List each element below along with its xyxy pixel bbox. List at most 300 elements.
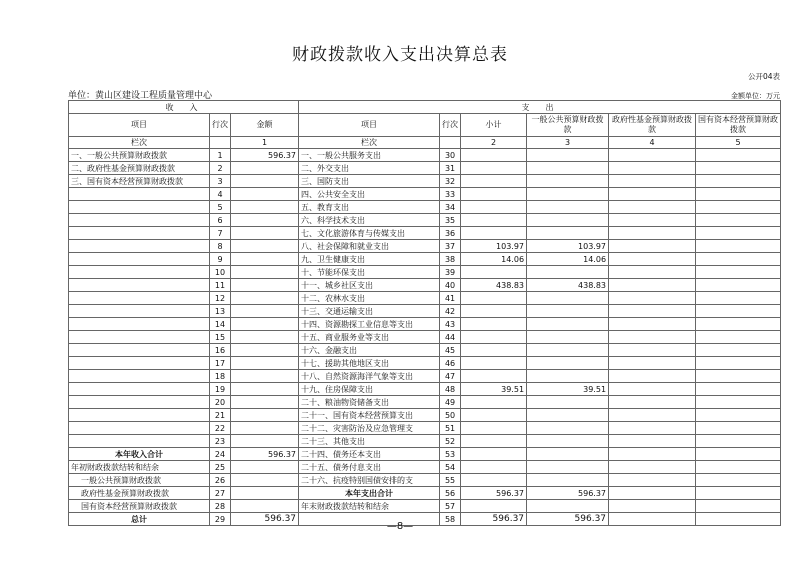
income-amount: [231, 344, 299, 357]
expense-item: 十七、援助其他地区支出: [299, 357, 440, 370]
expense-general-budget: [527, 318, 609, 331]
expense-gov-fund: [609, 409, 696, 422]
income-row-no: 22: [210, 422, 231, 435]
expense-state-capital: [696, 344, 781, 357]
expense-state-capital: [696, 305, 781, 318]
expense-state-capital: [696, 292, 781, 305]
expense-gov-fund: [609, 305, 696, 318]
expense-state-capital: [696, 500, 781, 513]
income-amount: [231, 279, 299, 292]
expense-subtotal: 438.83: [461, 279, 527, 292]
expense-state-capital: [696, 409, 781, 422]
expense-subtotal: [461, 331, 527, 344]
income-item: 总计: [69, 513, 210, 526]
expense-state-capital: [696, 487, 781, 500]
expense-row-no: 31: [440, 162, 461, 175]
expense-row-no: 45: [440, 344, 461, 357]
expense-gov-fund: [609, 435, 696, 448]
expense-row-no: 39: [440, 266, 461, 279]
income-row-no: 12: [210, 292, 231, 305]
expense-subtotal: [461, 474, 527, 487]
expense-general-budget: 438.83: [527, 279, 609, 292]
expense-gov-fund: [609, 266, 696, 279]
expense-item-header: 项目: [299, 114, 440, 137]
expense-subtotal: [461, 292, 527, 305]
expense-row-no: 54: [440, 461, 461, 474]
expense-row-no: 51: [440, 422, 461, 435]
table-row: [69, 396, 781, 409]
income-amount: 596.37: [231, 149, 299, 162]
income-amount: [231, 214, 299, 227]
expense-item: 二十三、其他支出: [299, 435, 440, 448]
table-row: [69, 279, 781, 292]
income-row-no: 17: [210, 357, 231, 370]
expense-row-no: 42: [440, 305, 461, 318]
income-item: [69, 344, 210, 357]
table-row: [69, 331, 781, 344]
fiscal-summary-table: [68, 100, 781, 526]
expense-item: 三、国防支出: [299, 175, 440, 188]
expense-gov-fund: [609, 474, 696, 487]
expense-state-capital: [696, 318, 781, 331]
expense-subtotal: [461, 214, 527, 227]
expense-gov-fund: [609, 149, 696, 162]
income-amount: [231, 240, 299, 253]
income-amount: [231, 357, 299, 370]
income-row-no: 28: [210, 500, 231, 513]
expense-row-no: 35: [440, 214, 461, 227]
income-amount: [231, 318, 299, 331]
table-row: [69, 500, 781, 513]
income-amount: [231, 266, 299, 279]
income-item: 本年收入合计: [69, 448, 210, 461]
income-row-no: 9: [210, 253, 231, 266]
income-item: [69, 292, 210, 305]
table-row: [69, 266, 781, 279]
expense-state-capital: [696, 357, 781, 370]
income-section-header: 收 入: [69, 101, 299, 114]
expense-subtotal: 14.06: [461, 253, 527, 266]
expense-item: 二十二、灾害防治及应急管理支: [299, 422, 440, 435]
expense-subtotal: [461, 500, 527, 513]
table-row: [69, 383, 781, 396]
subtotal-header: 小计: [461, 114, 527, 137]
expense-gov-fund: [609, 448, 696, 461]
income-item: 年初财政拨款结转和结余: [69, 461, 210, 474]
table-row: [69, 149, 781, 162]
table-row: [69, 318, 781, 331]
income-row-no: 25: [210, 461, 231, 474]
expense-gov-fund: [609, 396, 696, 409]
expense-row-no: 55: [440, 474, 461, 487]
income-item: [69, 409, 210, 422]
expense-general-budget: [527, 344, 609, 357]
expense-item: 十一、城乡社区支出: [299, 279, 440, 292]
income-amount: [231, 500, 299, 513]
expense-item: 二十四、债务还本支出: [299, 448, 440, 461]
expense-state-capital: [696, 266, 781, 279]
expense-item: 十五、商业服务业等支出: [299, 331, 440, 344]
table-row: [69, 487, 781, 500]
expense-row-no: 49: [440, 396, 461, 409]
table-row: [69, 214, 781, 227]
expense-gov-fund: [609, 188, 696, 201]
expense-subtotal: [461, 396, 527, 409]
expense-row-no: 56: [440, 487, 461, 500]
income-row-no: 8: [210, 240, 231, 253]
expense-state-capital: [696, 279, 781, 292]
expense-row-no: 32: [440, 175, 461, 188]
expense-row-no: 34: [440, 201, 461, 214]
income-row-no: 24: [210, 448, 231, 461]
expense-gov-fund: [609, 383, 696, 396]
col-label-2: 栏次: [299, 137, 440, 149]
income-item: 政府性基金预算财政拨款: [69, 487, 210, 500]
expense-item: 八、社会保障和就业支出: [299, 240, 440, 253]
income-amount: [231, 474, 299, 487]
expense-general-budget: [527, 175, 609, 188]
expense-subtotal: [461, 318, 527, 331]
expense-item: 十二、农林水支出: [299, 292, 440, 305]
expense-general-budget: [527, 357, 609, 370]
table-row: [69, 474, 781, 487]
expense-state-capital: [696, 188, 781, 201]
expense-state-capital: [696, 370, 781, 383]
expense-general-budget: [527, 214, 609, 227]
expense-item: 二、外交支出: [299, 162, 440, 175]
income-item: 三、国有资本经营预算财政拨款: [69, 175, 210, 188]
expense-gov-fund: [609, 500, 696, 513]
expense-gov-fund: [609, 214, 696, 227]
income-item: [69, 318, 210, 331]
expense-row-no: 43: [440, 318, 461, 331]
income-row-no: 11: [210, 279, 231, 292]
expense-general-budget: [527, 201, 609, 214]
expense-gov-fund: [609, 344, 696, 357]
table-row: [69, 409, 781, 422]
general-budget-header: 一般公共预算财政拨款: [527, 114, 609, 137]
income-amount: 596.37: [231, 448, 299, 461]
expense-gov-fund: [609, 318, 696, 331]
expense-gov-fund: [609, 279, 696, 292]
expense-gov-fund: [609, 357, 696, 370]
expense-row-no: 57: [440, 500, 461, 513]
expense-item: 二十五、债务付息支出: [299, 461, 440, 474]
expense-gov-fund: [609, 292, 696, 305]
expense-general-budget: [527, 500, 609, 513]
income-item: [69, 188, 210, 201]
expense-state-capital: [696, 396, 781, 409]
expense-subtotal: [461, 201, 527, 214]
expense-item: 一、一般公共服务支出: [299, 149, 440, 162]
page-number: —8—: [386, 521, 414, 532]
expense-general-budget: 14.06: [527, 253, 609, 266]
expense-gov-fund: [609, 422, 696, 435]
expense-row-no: 50: [440, 409, 461, 422]
col-number-2: 2: [461, 137, 527, 149]
expense-row-no: 47: [440, 370, 461, 383]
income-row-no: 4: [210, 188, 231, 201]
income-amount: [231, 227, 299, 240]
expense-general-budget: [527, 266, 609, 279]
expense-general-budget: [527, 448, 609, 461]
expense-item: 本年支出合计: [299, 487, 440, 500]
income-amount: [231, 396, 299, 409]
income-item: 一般公共预算财政拨款: [69, 474, 210, 487]
expense-item: 二十一、国有资本经营预算支出: [299, 409, 440, 422]
expense-section-header: 支 出: [299, 101, 781, 114]
expense-state-capital: [696, 383, 781, 396]
expense-subtotal: [461, 162, 527, 175]
expense-subtotal: [461, 409, 527, 422]
expense-general-budget: [527, 149, 609, 162]
expense-subtotal: [461, 461, 527, 474]
col-number-3: 3: [527, 137, 609, 149]
expense-general-budget: [527, 305, 609, 318]
income-item: 二、政府性基金预算财政拨款: [69, 162, 210, 175]
expense-gov-fund: [609, 461, 696, 474]
expense-subtotal: [461, 175, 527, 188]
expense-item: 年末财政拨款结转和结余: [299, 500, 440, 513]
income-amount: [231, 331, 299, 344]
expense-state-capital: [696, 240, 781, 253]
expense-row-no: 30: [440, 149, 461, 162]
expense-item: 十四、资源勘探工业信息等支出: [299, 318, 440, 331]
expense-row-no: 52: [440, 435, 461, 448]
income-amount: [231, 487, 299, 500]
table-row: [69, 240, 781, 253]
expense-general-budget: 103.97: [527, 240, 609, 253]
table-row: [69, 227, 781, 240]
income-item-header: 项目: [69, 114, 210, 137]
income-row-no: 15: [210, 331, 231, 344]
income-amount: [231, 422, 299, 435]
income-row-no: 26: [210, 474, 231, 487]
expense-general-budget: [527, 227, 609, 240]
income-amount: [231, 201, 299, 214]
expense-item: 十六、金融支出: [299, 344, 440, 357]
income-amount: [231, 409, 299, 422]
income-row-no: 20: [210, 396, 231, 409]
expense-state-capital: [696, 461, 781, 474]
income-row-no: 21: [210, 409, 231, 422]
expense-gov-fund: [609, 227, 696, 240]
expense-general-budget: [527, 474, 609, 487]
col-number-4: 4: [609, 137, 696, 149]
expense-row-no: 46: [440, 357, 461, 370]
table-code: 公开04表: [747, 72, 780, 81]
income-row-no: 6: [210, 214, 231, 227]
income-item: [69, 305, 210, 318]
income-amount: [231, 370, 299, 383]
gov-fund-header: 政府性基金预算财政拨款: [609, 114, 696, 137]
expense-subtotal: 596.37: [461, 487, 527, 500]
income-item: 一、一般公共预算财政拨款: [69, 149, 210, 162]
income-amount: [231, 305, 299, 318]
expense-state-capital: [696, 214, 781, 227]
expense-general-budget: 39.51: [527, 383, 609, 396]
income-item: [69, 331, 210, 344]
expense-gov-fund: [609, 331, 696, 344]
income-amount: [231, 292, 299, 305]
expense-general-budget: [527, 188, 609, 201]
income-row-no: 14: [210, 318, 231, 331]
expense-gov-fund: [609, 162, 696, 175]
expense-row-no: 40: [440, 279, 461, 292]
income-item: [69, 396, 210, 409]
expense-gov-fund: [609, 253, 696, 266]
expense-general-budget: [527, 292, 609, 305]
expense-row-no-header: 行次: [440, 114, 461, 137]
expense-general-budget: 596.37: [527, 513, 609, 526]
expense-subtotal: [461, 422, 527, 435]
income-item: 国有资本经营预算财政拨款: [69, 500, 210, 513]
income-amount: [231, 162, 299, 175]
expense-row-no: 33: [440, 188, 461, 201]
income-item: [69, 383, 210, 396]
expense-general-budget: 596.37: [527, 487, 609, 500]
income-row-no: 3: [210, 175, 231, 188]
expense-item: 五、教育支出: [299, 201, 440, 214]
expense-row-no: 38: [440, 253, 461, 266]
income-row-no: 10: [210, 266, 231, 279]
col-label: 栏次: [69, 137, 210, 149]
table-row: [69, 422, 781, 435]
expense-item: 九、卫生健康支出: [299, 253, 440, 266]
table-row: [69, 305, 781, 318]
income-row-no: 16: [210, 344, 231, 357]
income-row-no: 18: [210, 370, 231, 383]
page-title: 财政拨款收入支出决算总表: [292, 45, 508, 65]
expense-subtotal: [461, 305, 527, 318]
expense-item: 十八、自然资源海洋气象等支出: [299, 370, 440, 383]
reporting-unit: 单位：黄山区建设工程质量管理中心: [68, 91, 213, 101]
income-row-no: 2: [210, 162, 231, 175]
expense-row-no: 53: [440, 448, 461, 461]
income-item: [69, 357, 210, 370]
income-item: [69, 370, 210, 383]
table-row: [69, 253, 781, 266]
income-row-no: 7: [210, 227, 231, 240]
column-number-row: [69, 137, 781, 149]
expense-general-budget: [527, 435, 609, 448]
expense-general-budget: [527, 461, 609, 474]
expense-item: 四、公共安全支出: [299, 188, 440, 201]
income-row-no: 19: [210, 383, 231, 396]
expense-row-no: 48: [440, 383, 461, 396]
income-row-no-header: 行次: [210, 114, 231, 137]
table-row: [69, 162, 781, 175]
income-amount: 596.37: [231, 513, 299, 526]
table-row: [69, 201, 781, 214]
table-row: [69, 461, 781, 474]
expense-row-no: 37: [440, 240, 461, 253]
table-row: [69, 344, 781, 357]
table-row: [69, 370, 781, 383]
expense-subtotal: [461, 188, 527, 201]
income-item: [69, 214, 210, 227]
income-row-no: 13: [210, 305, 231, 318]
expense-gov-fund: [609, 240, 696, 253]
table-row: [69, 435, 781, 448]
expense-state-capital: [696, 422, 781, 435]
expense-subtotal: [461, 370, 527, 383]
expense-row-no: 41: [440, 292, 461, 305]
expense-state-capital: [696, 175, 781, 188]
income-item: [69, 240, 210, 253]
income-amount: [231, 175, 299, 188]
income-item: [69, 279, 210, 292]
expense-item: 二十、粮油物资储备支出: [299, 396, 440, 409]
expense-state-capital: [696, 435, 781, 448]
expense-general-budget: [527, 396, 609, 409]
expense-item: 二十六、抗疫特别国债安排的支: [299, 474, 440, 487]
expense-subtotal: 39.51: [461, 383, 527, 396]
expense-item: 七、文化旅游体育与传媒支出: [299, 227, 440, 240]
expense-subtotal: [461, 344, 527, 357]
income-item: [69, 227, 210, 240]
income-item: [69, 422, 210, 435]
income-item: [69, 253, 210, 266]
section-header-row: [69, 101, 781, 114]
col-number-1: 1: [231, 137, 299, 149]
expense-gov-fund: [609, 487, 696, 500]
expense-state-capital: [696, 253, 781, 266]
expense-general-budget: [527, 422, 609, 435]
table-row: [69, 292, 781, 305]
table-row: [69, 175, 781, 188]
income-item: [69, 435, 210, 448]
expense-row-no: 44: [440, 331, 461, 344]
expense-subtotal: [461, 448, 527, 461]
income-amount: [231, 383, 299, 396]
income-row-no: 23: [210, 435, 231, 448]
expense-subtotal: 103.97: [461, 240, 527, 253]
income-row-no: 1: [210, 149, 231, 162]
expense-subtotal: [461, 435, 527, 448]
expense-row-no: 36: [440, 227, 461, 240]
expense-state-capital: [696, 474, 781, 487]
state-capital-header: 国有资本经营预算财政拨款: [696, 114, 781, 137]
income-row-no: 27: [210, 487, 231, 500]
table-row: [69, 357, 781, 370]
income-item: [69, 266, 210, 279]
col-number-5: 5: [696, 137, 781, 149]
table-row: [69, 188, 781, 201]
expense-item: 十九、住房保障支出: [299, 383, 440, 396]
expense-row-no: 58: [440, 513, 461, 526]
expense-state-capital: [696, 149, 781, 162]
expense-general-budget: [527, 409, 609, 422]
expense-subtotal: 596.37: [461, 513, 527, 526]
income-amount-header: 金额: [231, 114, 299, 137]
expense-item: 六、科学技术支出: [299, 214, 440, 227]
income-amount: [231, 188, 299, 201]
amount-unit: 金额单位：万元: [731, 92, 780, 100]
income-amount: [231, 461, 299, 474]
expense-subtotal: [461, 357, 527, 370]
table-row: [69, 448, 781, 461]
expense-state-capital: [696, 227, 781, 240]
expense-gov-fund: [609, 370, 696, 383]
expense-item: 十、节能环保支出: [299, 266, 440, 279]
expense-subtotal: [461, 227, 527, 240]
income-item: [69, 201, 210, 214]
expense-subtotal: [461, 149, 527, 162]
expense-general-budget: [527, 370, 609, 383]
income-amount: [231, 435, 299, 448]
expense-item: 十三、交通运输支出: [299, 305, 440, 318]
